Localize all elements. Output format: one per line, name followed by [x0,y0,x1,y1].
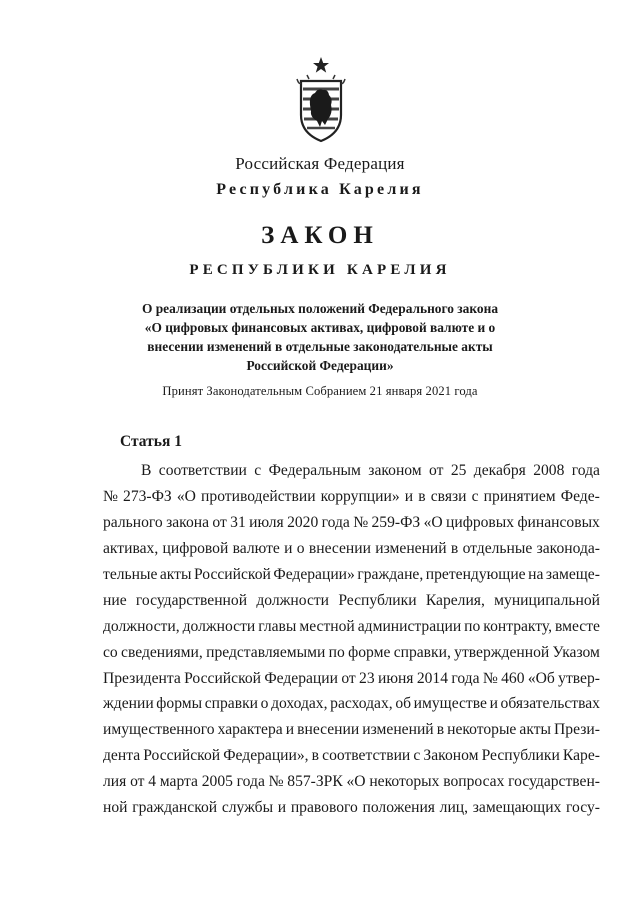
coat-of-arms-icon [295,55,347,143]
republic-name: Республика Карелия [216,181,424,198]
document-subtitle: РЕСПУБЛИКИ КАРЕЛИЯ [189,262,451,278]
document-title: ЗАКОН [261,222,379,249]
article-line: рального закона от 31 июля 2020 года № 259-ФЗ «О цифровых финансовых [103,513,600,531]
article-line: лия от 4 марта 2005 года № 857-ЗРК «О некоторых вопросах государствен- [103,773,600,791]
article-body [103,458,600,821]
article-line: В соответствии с Федеральным законом от 25 декабря 2008 года [141,462,600,479]
article-line: ной гражданской службы и правового положения лиц, замещающих госу- [103,799,600,817]
country-name: Российская Федерация [235,154,405,173]
law-name-line: «О цифровых финансовых активах, цифровой валюте и о [144,320,496,335]
article-line: активах, цифровой валюте и о внесении изменений в отдельные законода- [103,539,600,557]
article-line: должности, должности главы местной администрации по контракту, вместе [103,617,600,635]
article-heading: Статья 1 [120,433,182,450]
article-line: Президента Российской Федерации от 23 июня 2014 года № 460 «Об утвер- [103,669,600,687]
law-name [130,299,510,375]
law-name-line: Российской Федерации» [246,358,394,373]
adoption-date: Принят Законодательным Собранием 21 января 2021 года [162,384,478,398]
article-line: имущественного характера и внесении изменений в некоторые акты Прези- [103,721,600,739]
article-line: ждении формы справки о доходах, расходах, об имуществе и обязательствах [103,695,600,713]
article-line: дента Российской Федерации», в соответствии с Законом Республики Каре- [103,747,600,765]
article-line: тельные акты Российской Федерации» граждане, претендующие на замеще- [103,565,600,583]
article-line: № 273-ФЗ «О противодействии коррупции» и в связи с принятием Феде- [103,487,600,505]
law-name-line: О реализации отдельных положений Федерального закона [141,301,499,316]
article-line: ние государственной должности Республики Карелия, муниципальной [103,591,600,609]
article-line: со сведениями, представляемыми по форме справки, утвержденной Указом [103,643,600,661]
law-name-line: внесении изменений в отдельные законодательные акты [147,339,493,354]
